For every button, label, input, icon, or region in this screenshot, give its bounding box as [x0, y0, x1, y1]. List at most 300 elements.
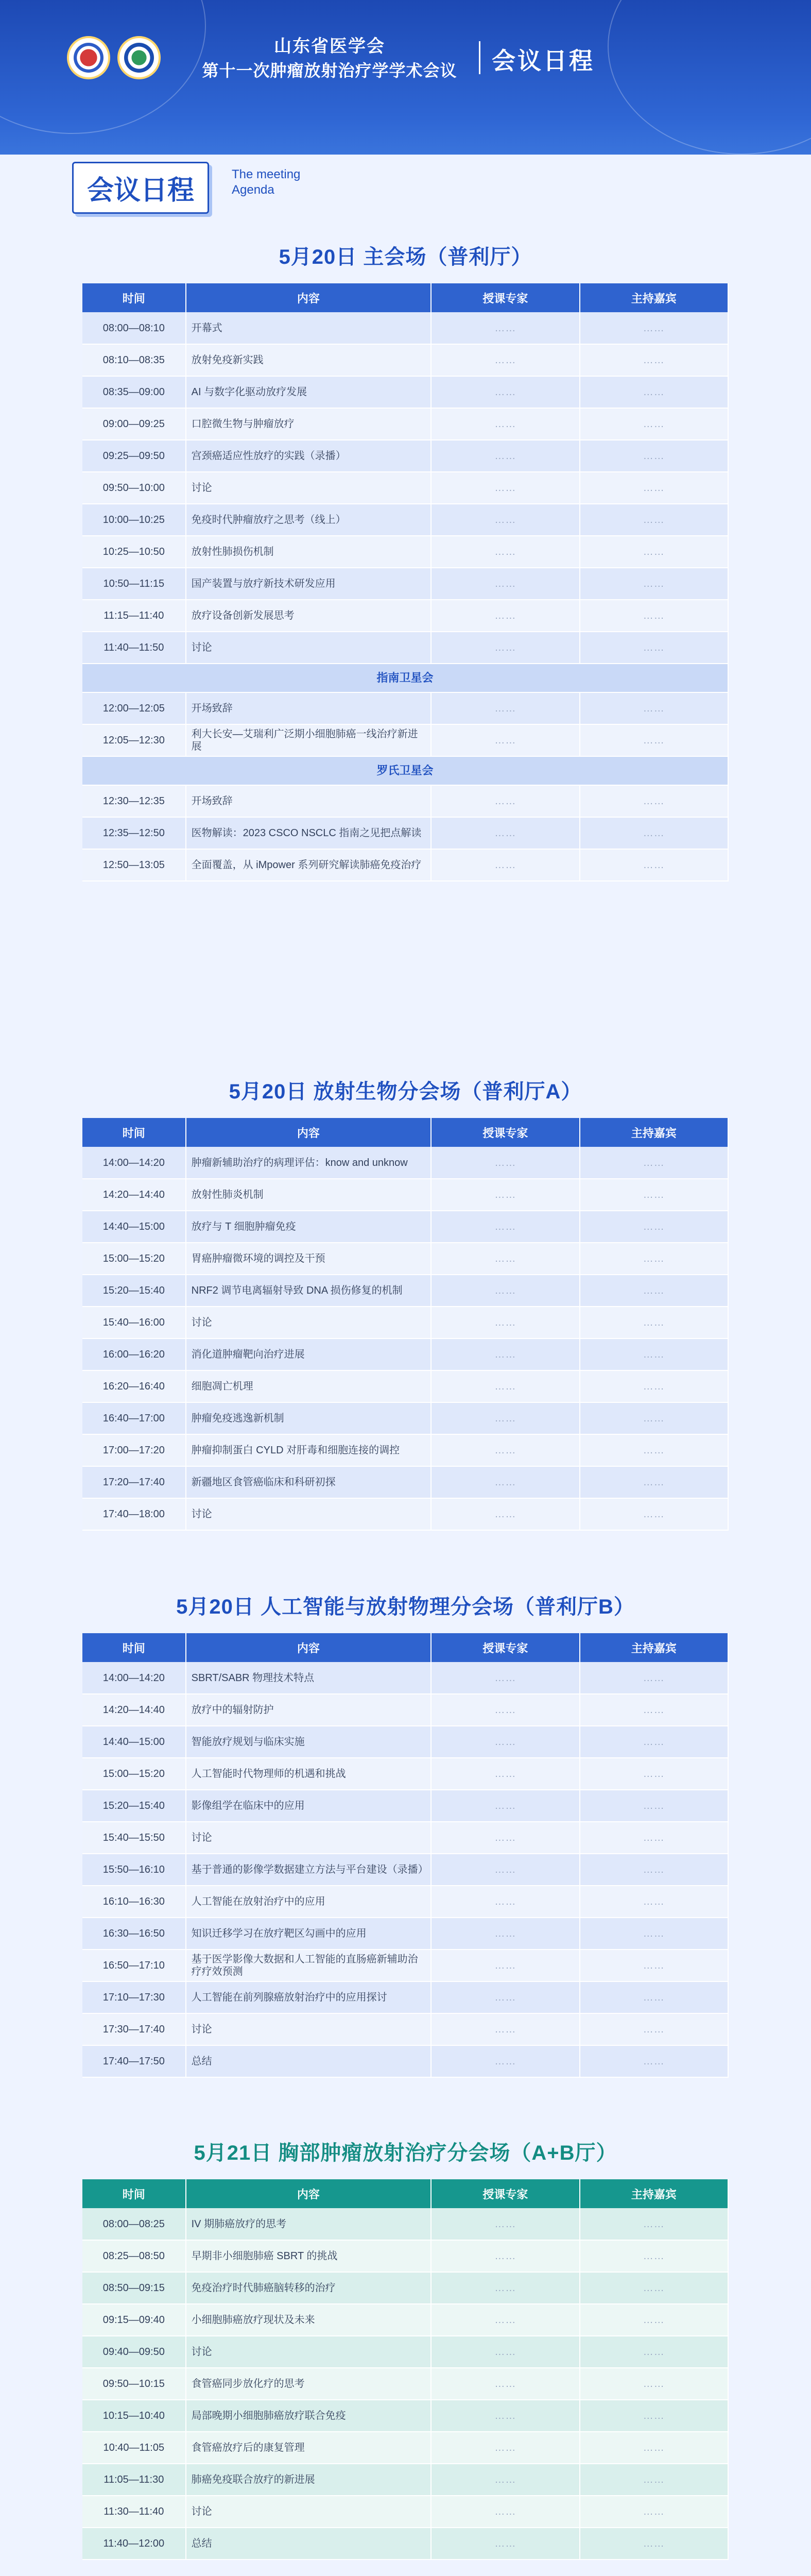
schedule-table: [82, 1118, 729, 1531]
cell-content: 宫颈癌适应性放疗的实践（录播）: [186, 440, 432, 472]
cell-content: 利大长安—艾瑞利广泛期小细胞肺癌一线治疗新进展: [186, 724, 432, 756]
agenda-subtitle: The meeting Agenda: [232, 167, 301, 197]
table-row: [82, 1370, 728, 1402]
cell-host: ……: [580, 2240, 728, 2272]
decor-arc: [608, 0, 811, 155]
cell-chair: ……: [431, 1694, 579, 1726]
cell-time: 10:50—11:15: [82, 568, 186, 600]
cell-time: 12:00—12:05: [82, 692, 186, 724]
cell-host: ……: [580, 1918, 728, 1950]
cell-host: ……: [580, 1790, 728, 1822]
table-row: [82, 312, 728, 344]
cell-content: 开场致辞: [186, 785, 432, 817]
cell-time: 11:30—11:40: [82, 2496, 186, 2528]
cell-time: 12:30—12:35: [82, 785, 186, 817]
table-row: [82, 440, 728, 472]
hospital-logo: [117, 36, 161, 79]
cell-time: 15:50—16:10: [82, 1854, 186, 1886]
column-header-host: 主持嘉宾: [580, 2179, 728, 2208]
cell-time: 11:05—11:30: [82, 2464, 186, 2496]
table-row: [82, 1275, 728, 1307]
section-title: 5月20日 放射生物分会场（普利厅A）: [229, 1080, 582, 1103]
cell-chair: ……: [431, 2528, 579, 2560]
cell-chair: ……: [431, 1822, 579, 1854]
table-row: [82, 692, 728, 724]
cell-content: 新疆地区食管癌临床和科研初探: [186, 1466, 432, 1498]
column-header-content: 内容: [186, 2179, 432, 2208]
table-row: [82, 472, 728, 504]
cell-chair: ……: [431, 2400, 579, 2432]
column-header-host: 主持嘉宾: [580, 1118, 728, 1147]
cell-chair: ……: [431, 600, 579, 632]
section-title: 5月21日 胸部肿瘤放射治疗分会场（A+B厅）: [194, 2141, 617, 2164]
table-row: [82, 1981, 728, 2013]
cell-time: 14:00—14:20: [82, 1662, 186, 1694]
cell-host: ……: [580, 312, 728, 344]
cell-host: ……: [580, 2464, 728, 2496]
cell-content: 消化道肿瘤靶向治疗进展: [186, 1338, 432, 1370]
cell-content: 基于医学影像大数据和人工智能的直肠癌新辅助治疗疗效预测: [186, 1950, 432, 1981]
cell-chair: ……: [431, 2013, 579, 2045]
cell-content: 食管癌放疗后的康复管理: [186, 2432, 432, 2464]
cell-content: 肺癌免疫联合放疗的新进展: [186, 2464, 432, 2496]
cell-host: ……: [580, 2208, 728, 2240]
table-row: [82, 536, 728, 568]
cell-time: 11:15—11:40: [82, 600, 186, 632]
cell-time: 10:25—10:50: [82, 536, 186, 568]
agenda-heading: [72, 155, 741, 211]
table-row: [82, 2013, 728, 2045]
organizer-name: 山东省医学会: [274, 37, 385, 56]
cell-host: ……: [580, 2336, 728, 2368]
cell-time: 08:00—08:10: [82, 312, 186, 344]
cell-time: 14:40—15:00: [82, 1726, 186, 1758]
cell-time: 08:00—08:25: [82, 2208, 186, 2240]
cell-host: ……: [580, 2496, 728, 2528]
cell-host: ……: [580, 2368, 728, 2400]
cell-chair: ……: [431, 1758, 579, 1790]
table-row: [82, 1950, 728, 1981]
cell-content: 基于普通的影像学数据建立方法与平台建设（录播）: [186, 1854, 432, 1886]
table-row: [82, 504, 728, 536]
cell-chair: ……: [431, 1370, 579, 1402]
table-row: [82, 632, 728, 664]
cell-host: ……: [580, 1338, 728, 1370]
cell-chair: ……: [431, 1726, 579, 1758]
cell-host: ……: [580, 2400, 728, 2432]
cell-chair: ……: [431, 1402, 579, 1434]
table-row: [82, 817, 728, 849]
cell-host: ……: [580, 1498, 728, 1530]
cell-content: 国产装置与放疗新技术研发应用: [186, 568, 432, 600]
table-row: [82, 2272, 728, 2304]
cell-time: 08:50—09:15: [82, 2272, 186, 2304]
cell-content: 小细胞肺癌放疗现状及未来: [186, 2304, 432, 2336]
cell-content: 知识迁移学习在放疗靶区勾画中的应用: [186, 1918, 432, 1950]
cell-time: 10:15—10:40: [82, 2400, 186, 2432]
table-row: [82, 1307, 728, 1338]
cell-time: 08:25—08:50: [82, 2240, 186, 2272]
cell-time: 15:00—15:20: [82, 1758, 186, 1790]
table-row: [82, 568, 728, 600]
cell-host: ……: [580, 536, 728, 568]
cell-chair: ……: [431, 2304, 579, 2336]
cell-content: 讨论: [186, 1822, 432, 1854]
column-header-chair: 授课专家: [431, 283, 579, 312]
cell-host: ……: [580, 1822, 728, 1854]
cell-chair: ……: [431, 1243, 579, 1275]
cell-chair: ……: [431, 2272, 579, 2304]
agenda-section: [82, 1061, 729, 1531]
cell-host: ……: [580, 1370, 728, 1402]
cell-time: 15:40—15:50: [82, 1822, 186, 1854]
cell-content: 讨论: [186, 472, 432, 504]
cell-host: ……: [580, 504, 728, 536]
cell-content: 肿瘤免疫逃逸新机制: [186, 1402, 432, 1434]
cell-content: 讨论: [186, 2336, 432, 2368]
cell-chair: ……: [431, 817, 579, 849]
cell-time: 16:20—16:40: [82, 1370, 186, 1402]
column-header-content: 内容: [186, 283, 432, 312]
cell-chair: ……: [431, 504, 579, 536]
table-row: [82, 2400, 728, 2432]
schedule-table: [82, 283, 729, 882]
cell-time: 10:00—10:25: [82, 504, 186, 536]
table-row: [82, 1402, 728, 1434]
cell-content: 免疫治疗时代肺癌脑转移的治疗: [186, 2272, 432, 2304]
cell-host: ……: [580, 632, 728, 664]
cell-host: ……: [580, 1854, 728, 1886]
cell-chair: ……: [431, 408, 579, 440]
cell-host: ……: [580, 472, 728, 504]
cell-host: ……: [580, 600, 728, 632]
cell-content: IV 期肺癌放疗的思考: [186, 2208, 432, 2240]
cell-content: 早期非小细胞肺癌 SBRT 的挑战: [186, 2240, 432, 2272]
table-row: [82, 1466, 728, 1498]
cell-time: 15:20—15:40: [82, 1790, 186, 1822]
cell-host: ……: [580, 1402, 728, 1434]
cell-chair: ……: [431, 1950, 579, 1981]
column-header-chair: 授课专家: [431, 2179, 579, 2208]
table-row: [82, 724, 728, 756]
cell-time: 16:40—17:00: [82, 1402, 186, 1434]
table-row: [82, 1854, 728, 1886]
header-divider: [479, 41, 480, 74]
cell-content: 讨论: [186, 1498, 432, 1530]
cell-host: ……: [580, 1726, 728, 1758]
cell-host: ……: [580, 1981, 728, 2013]
table-row: [82, 785, 728, 817]
table-row: [82, 1726, 728, 1758]
cell-host: ……: [580, 2432, 728, 2464]
cell-chair: ……: [431, 2045, 579, 2077]
cell-chair: ……: [431, 1854, 579, 1886]
cell-host: ……: [580, 1886, 728, 1918]
cell-chair: ……: [431, 1466, 579, 1498]
table-row: [82, 600, 728, 632]
cell-chair: ……: [431, 849, 579, 881]
cell-host: ……: [580, 692, 728, 724]
cell-host: ……: [580, 344, 728, 376]
table-row: [82, 664, 728, 692]
cell-content: 局部晚期小细胞肺癌放疗联合免疫: [186, 2400, 432, 2432]
column-header-host: 主持嘉宾: [580, 1633, 728, 1662]
column-header-content: 内容: [186, 1118, 432, 1147]
section-title: 5月20日 人工智能与放射物理分会场（普利厅B）: [176, 1595, 635, 1618]
cell-chair: ……: [431, 632, 579, 664]
table-row: [82, 1822, 728, 1854]
cell-host: ……: [580, 2272, 728, 2304]
table-row: [82, 1694, 728, 1726]
cell-chair: ……: [431, 1886, 579, 1918]
cell-host: ……: [580, 2304, 728, 2336]
cell-chair: ……: [431, 692, 579, 724]
column-header-chair: 授课专家: [431, 1633, 579, 1662]
satellite-session-heading: 罗氏卫星会: [82, 756, 728, 785]
agenda-section: [82, 2123, 729, 2560]
cell-chair: ……: [431, 1790, 579, 1822]
cell-host: ……: [580, 1211, 728, 1243]
cell-host: ……: [580, 1950, 728, 1981]
table-row: [82, 1434, 728, 1466]
cell-content: 总结: [186, 2528, 432, 2560]
cell-host: ……: [580, 2013, 728, 2045]
cell-chair: ……: [431, 2240, 579, 2272]
schedule-table: [82, 1633, 729, 2078]
cell-time: 11:40—11:50: [82, 632, 186, 664]
column-header-chair: 授课专家: [431, 1118, 579, 1147]
cell-time: 17:00—17:20: [82, 1434, 186, 1466]
cell-chair: ……: [431, 1434, 579, 1466]
cell-time: 08:10—08:35: [82, 344, 186, 376]
cell-time: 17:10—17:30: [82, 1981, 186, 2013]
cell-content: 肿瘤抑制蛋白 CYLD 对肝毒和细胞连接的调控: [186, 1434, 432, 1466]
table-row: [82, 2464, 728, 2496]
table-row: [82, 376, 728, 408]
cell-host: ……: [580, 1179, 728, 1211]
cell-host: ……: [580, 1307, 728, 1338]
cell-content: AI 与数字化驱动放疗发展: [186, 376, 432, 408]
table-row: [82, 1211, 728, 1243]
cell-host: ……: [580, 1147, 728, 1179]
cell-chair: ……: [431, 2336, 579, 2368]
table-row: [82, 2528, 728, 2560]
agenda-section: [82, 227, 729, 882]
cell-content: 人工智能在前列腺癌放射治疗中的应用探讨: [186, 1981, 432, 2013]
cell-time: 09:50—10:00: [82, 472, 186, 504]
agenda-title: 会议日程: [72, 162, 209, 214]
cell-time: 16:50—17:10: [82, 1950, 186, 1981]
cell-chair: ……: [431, 2432, 579, 2464]
cell-content: 讨论: [186, 2013, 432, 2045]
table-row: [82, 1918, 728, 1950]
cell-content: 食管癌同步放化疗的思考: [186, 2368, 432, 2400]
cell-chair: ……: [431, 1662, 579, 1694]
column-header-host: 主持嘉宾: [580, 283, 728, 312]
table-row: [82, 1338, 728, 1370]
cell-host: ……: [580, 1434, 728, 1466]
cell-content: 开幕式: [186, 312, 432, 344]
cell-time: 09:00—09:25: [82, 408, 186, 440]
cell-chair: ……: [431, 312, 579, 344]
table-row: [82, 2208, 728, 2240]
cell-host: ……: [580, 2045, 728, 2077]
table-row: [82, 2368, 728, 2400]
cell-host: ……: [580, 1275, 728, 1307]
cell-content: 智能放疗规划与临床实施: [186, 1726, 432, 1758]
cell-content: 开场致辞: [186, 692, 432, 724]
cell-content: 讨论: [186, 2496, 432, 2528]
column-header-content: 内容: [186, 1633, 432, 1662]
cell-content: 总结: [186, 2045, 432, 2077]
cell-chair: ……: [431, 2368, 579, 2400]
page-header: [0, 0, 811, 129]
cell-content: 放疗与 T 细胞肿瘤免疫: [186, 1211, 432, 1243]
table-row: [82, 408, 728, 440]
cell-time: 15:40—16:00: [82, 1307, 186, 1338]
agenda-section: [82, 1577, 729, 2078]
cell-time: 09:15—09:40: [82, 2304, 186, 2336]
cell-chair: ……: [431, 1307, 579, 1338]
header-tag: 会议日程: [492, 47, 595, 74]
cell-host: ……: [580, 568, 728, 600]
cell-time: 14:00—14:20: [82, 1147, 186, 1179]
cell-chair: ……: [431, 1211, 579, 1243]
table-row: [82, 2240, 728, 2272]
table-row: [82, 344, 728, 376]
cell-host: ……: [580, 2528, 728, 2560]
association-logo: [67, 36, 110, 79]
cell-time: 09:50—10:15: [82, 2368, 186, 2400]
table-row: [82, 1179, 728, 1211]
cell-host: ……: [580, 785, 728, 817]
cell-content: 人工智能在放射治疗中的应用: [186, 1886, 432, 1918]
cell-content: 影像组学在临床中的应用: [186, 1790, 432, 1822]
cell-host: ……: [580, 1758, 728, 1790]
cell-chair: ……: [431, 2464, 579, 2496]
cell-time: 12:05—12:30: [82, 724, 186, 756]
cell-host: ……: [580, 817, 728, 849]
cell-chair: ……: [431, 1275, 579, 1307]
cell-content: 全面覆盖，从 iMpower 系列研究解读肺癌免疫治疗: [186, 849, 432, 881]
cell-host: ……: [580, 408, 728, 440]
schedule-table: [82, 2179, 729, 2560]
table-row: [82, 2432, 728, 2464]
cell-time: 14:20—14:40: [82, 1694, 186, 1726]
cell-time: 09:25—09:50: [82, 440, 186, 472]
cell-time: 17:20—17:40: [82, 1466, 186, 1498]
cell-host: ……: [580, 1694, 728, 1726]
cell-content: NRF2 调节电离辐射导致 DNA 损伤修复的机制: [186, 1275, 432, 1307]
conference-name: 第十一次肿瘤放射治疗学学术会议: [202, 61, 457, 80]
cell-time: 16:00—16:20: [82, 1338, 186, 1370]
table-row: [82, 2045, 728, 2077]
cell-chair: ……: [431, 568, 579, 600]
table-row: [82, 2336, 728, 2368]
cell-time: 17:40—17:50: [82, 2045, 186, 2077]
cell-time: 17:30—17:40: [82, 2013, 186, 2045]
column-header-time: 时间: [82, 283, 186, 312]
satellite-session-heading: 指南卫星会: [82, 664, 728, 692]
cell-chair: ……: [431, 1338, 579, 1370]
cell-content: 讨论: [186, 632, 432, 664]
cell-chair: ……: [431, 376, 579, 408]
cell-chair: ……: [431, 1498, 579, 1530]
cell-time: 14:20—14:40: [82, 1179, 186, 1211]
cell-chair: ……: [431, 2208, 579, 2240]
cell-host: ……: [580, 1662, 728, 1694]
table-row: [82, 1662, 728, 1694]
cell-chair: ……: [431, 344, 579, 376]
cell-chair: ……: [431, 724, 579, 756]
table-row: [82, 756, 728, 785]
cell-time: 15:20—15:40: [82, 1275, 186, 1307]
cell-chair: ……: [431, 536, 579, 568]
cell-content: SBRT/SABR 物理技术特点: [186, 1662, 432, 1694]
cell-time: 15:00—15:20: [82, 1243, 186, 1275]
cell-chair: ……: [431, 1147, 579, 1179]
cell-host: ……: [580, 440, 728, 472]
cell-content: 放射性肺损伤机制: [186, 536, 432, 568]
table-row: [82, 2496, 728, 2528]
cell-time: 17:40—18:00: [82, 1498, 186, 1530]
table-row: [82, 1243, 728, 1275]
cell-chair: ……: [431, 472, 579, 504]
cell-chair: ……: [431, 1179, 579, 1211]
cell-host: ……: [580, 724, 728, 756]
cell-content: 细胞凋亡机理: [186, 1370, 432, 1402]
cell-content: 免疫时代肿瘤放疗之思考（线上）: [186, 504, 432, 536]
cell-time: 11:40—12:00: [82, 2528, 186, 2560]
table-row: [82, 1147, 728, 1179]
column-header-time: 时间: [82, 1633, 186, 1662]
cell-time: 14:40—15:00: [82, 1211, 186, 1243]
table-row: [82, 1790, 728, 1822]
cell-host: ……: [580, 849, 728, 881]
table-row: [82, 1498, 728, 1530]
cell-content: 放疗设备创新发展思考: [186, 600, 432, 632]
cell-host: ……: [580, 376, 728, 408]
table-row: [82, 849, 728, 881]
column-header-time: 时间: [82, 2179, 186, 2208]
cell-content: 胃癌肿瘤微环境的调控及干预: [186, 1243, 432, 1275]
cell-time: 10:40—11:05: [82, 2432, 186, 2464]
cell-chair: ……: [431, 2496, 579, 2528]
section-title: 5月20日 主会场（普利厅）: [279, 245, 532, 268]
cell-host: ……: [580, 1243, 728, 1275]
cell-chair: ……: [431, 1981, 579, 2013]
cell-time: 16:30—16:50: [82, 1918, 186, 1950]
cell-time: 16:10—16:30: [82, 1886, 186, 1918]
table-row: [82, 2304, 728, 2336]
table-row: [82, 1758, 728, 1790]
table-row: [82, 1886, 728, 1918]
cell-content: 放疗中的辐射防护: [186, 1694, 432, 1726]
cell-chair: ……: [431, 785, 579, 817]
cell-host: ……: [580, 1466, 728, 1498]
cell-time: 08:35—09:00: [82, 376, 186, 408]
cell-chair: ……: [431, 440, 579, 472]
cell-chair: ……: [431, 1918, 579, 1950]
cell-content: 人工智能时代物理师的机遇和挑战: [186, 1758, 432, 1790]
cell-time: 09:40—09:50: [82, 2336, 186, 2368]
cell-content: 口腔微生物与肿瘤放疗: [186, 408, 432, 440]
cell-content: 讨论: [186, 1307, 432, 1338]
cell-content: 放射性肺炎机制: [186, 1179, 432, 1211]
cell-content: 医物解读：2023 CSCO NSCLC 指南之见把点解读: [186, 817, 432, 849]
cell-content: 肿瘤新辅助治疗的病理评估：know and unknow: [186, 1147, 432, 1179]
cell-content: 放射免疫新实践: [186, 344, 432, 376]
